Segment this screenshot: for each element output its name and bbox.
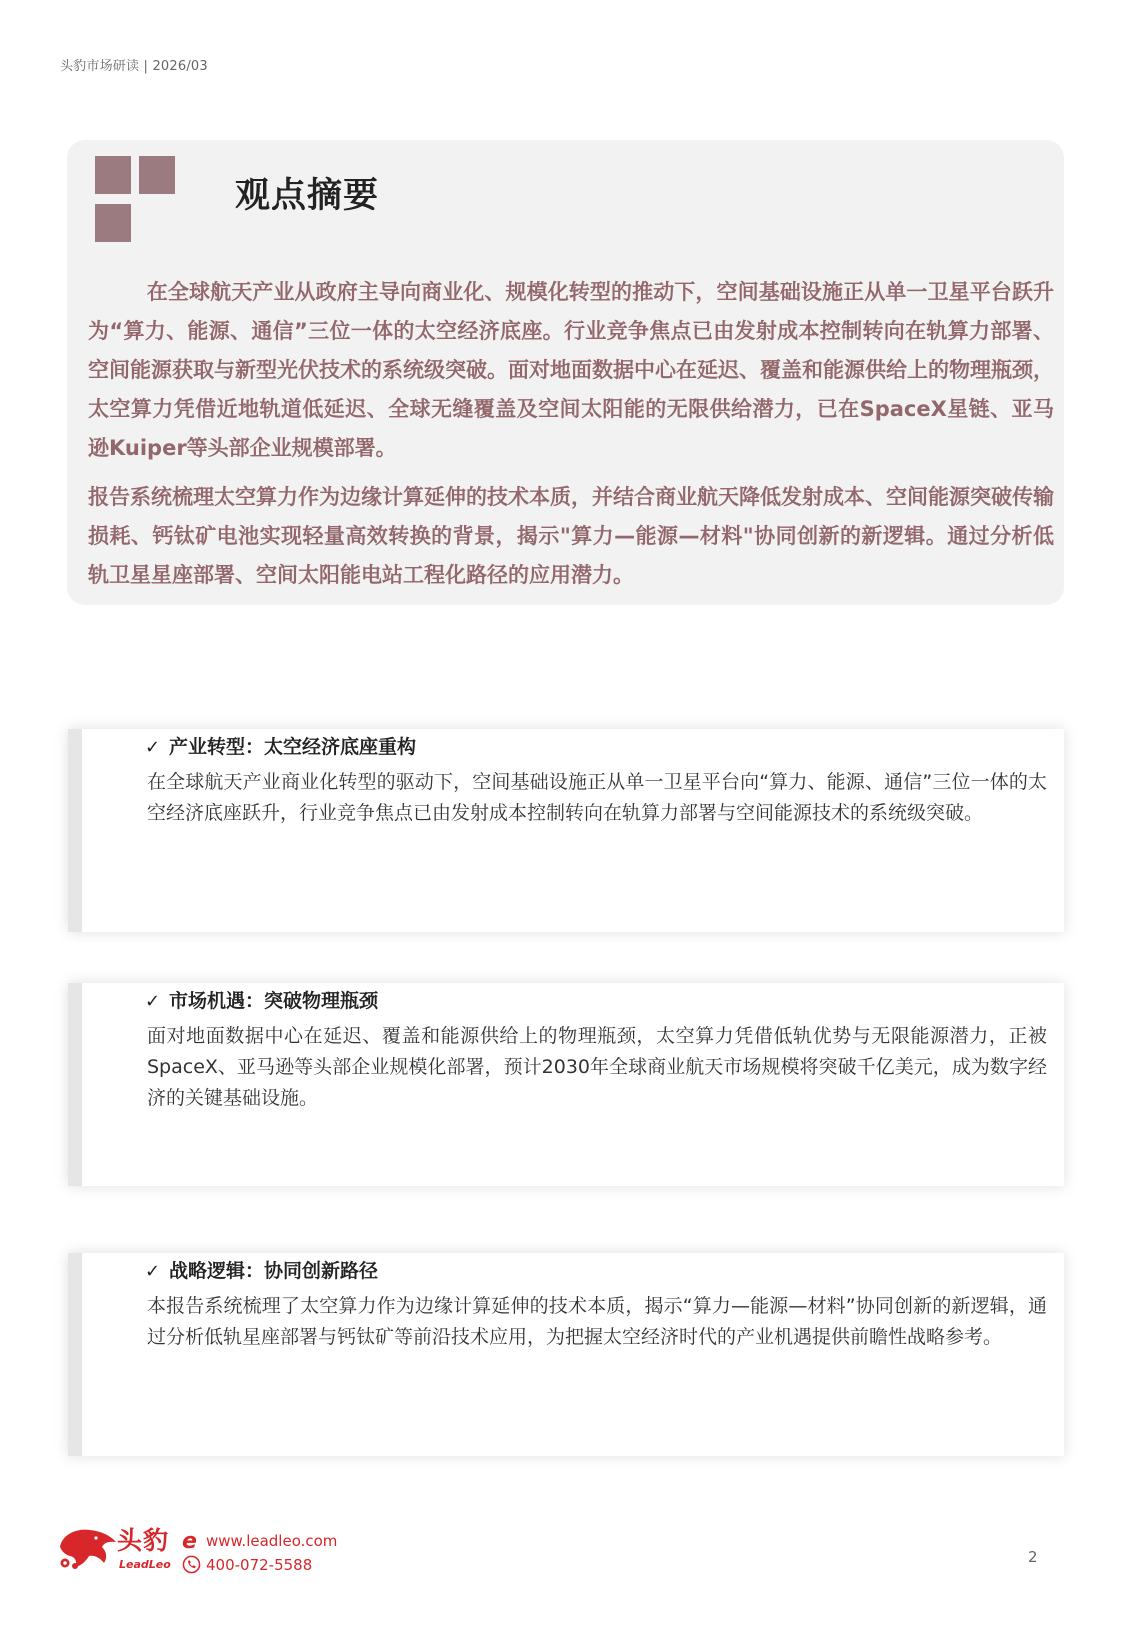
e-icon: e <box>182 1529 197 1554</box>
card-title: 产业转型：太空经济底座重构 <box>169 736 417 758</box>
brand-name-chinese: 头豹 <box>117 1526 170 1555</box>
summary-text <box>88 273 1054 595</box>
summary-box <box>67 140 1064 605</box>
card-heading <box>145 732 416 763</box>
check-icon: ✓ <box>145 991 161 1012</box>
card-left-bar <box>68 729 82 932</box>
card-heading <box>145 1256 378 1287</box>
page-number: 2 <box>1028 1548 1038 1566</box>
leopard-logo-icon <box>56 1525 118 1570</box>
card-left-bar <box>68 983 82 1186</box>
summary-title: 观点摘要 <box>235 176 380 216</box>
card-body: 本报告系统梳理了太空算力作为边缘计算延伸的技术本质，揭示“算力—能源—材料”协同创新的新逻辑，通过分析低轨星座部署与钙钛矿等前沿技术应用，为把握太空经济时代的产业机遇提供前瞻性战略参考。 <box>147 1295 1047 1348</box>
card-left-bar <box>68 1253 82 1456</box>
point-card-industry-transformation <box>68 729 1064 932</box>
check-icon: ✓ <box>145 737 161 758</box>
check-icon: ✓ <box>145 1261 161 1282</box>
page-header: 头豹市场研读 | 2026/03 <box>60 59 208 74</box>
point-card-market-opportunity <box>68 983 1064 1186</box>
squares-icon <box>95 156 177 246</box>
summary-paragraph-2: 报告系统梳理太空算力作为边缘计算延伸的技术本质，并结合商业航天降低发射成本、空间能源突破传输损耗、钙钛矿电池实现轻量高效转换的背景，揭示"算力—能源—材料"协同创新的新逻辑。通过分析低轨卫星星座部署、空间太阳能电站工程化路径的应用潜力。 <box>88 485 1054 587</box>
website-link[interactable]: www.leadleo.com <box>206 1532 338 1550</box>
card-title: 战略逻辑：协同创新路径 <box>169 1260 379 1282</box>
brand-name-english: LeadLeo <box>119 1558 171 1571</box>
phone-icon <box>182 1555 201 1574</box>
card-body: 面对地面数据中心在延迟、覆盖和能源供给上的物理瓶颈，太空算力凭借低轨优势与无限能源潜力，正被SpaceX、亚马逊等头部企业规模化部署，预计2030年全球商业航天市场规模将突破千亿美元，成为数字经济的关键基础设施。 <box>147 1025 1047 1109</box>
card-title: 市场机遇：突破物理瓶颈 <box>169 990 379 1012</box>
summary-paragraph-1: 在全球航天产业从政府主导向商业化、规模化转型的推动下，空间基础设施正从单一卫星平台跃升为“算力、能源、通信”三位一体的太空经济底座。行业竞争焦点已由发射成本控制转向在轨算力部署、空间能源获取与新型光伏技术的系统级突破。面对地面数据中心在延迟、覆盖和能源供给上的物理瓶颈，太空算力凭借近地轨道低延迟、全球无缝覆盖及空间太阳能的无限供给潜力，已在SpaceX星链、亚马逊Kuiper等头部企业规模部署。 <box>88 280 1054 460</box>
point-card-strategic-logic <box>68 1253 1064 1456</box>
phone-number: 400-072-5588 <box>206 1556 313 1574</box>
card-body: 在全球航天产业商业化转型的驱动下，空间基础设施正从单一卫星平台向“算力、能源、通信”三位一体的太空经济底座跃升，行业竞争焦点已由发射成本控制转向在轨算力部署与空间能源技术的系统级突破。 <box>147 771 1047 824</box>
card-heading <box>145 986 378 1017</box>
